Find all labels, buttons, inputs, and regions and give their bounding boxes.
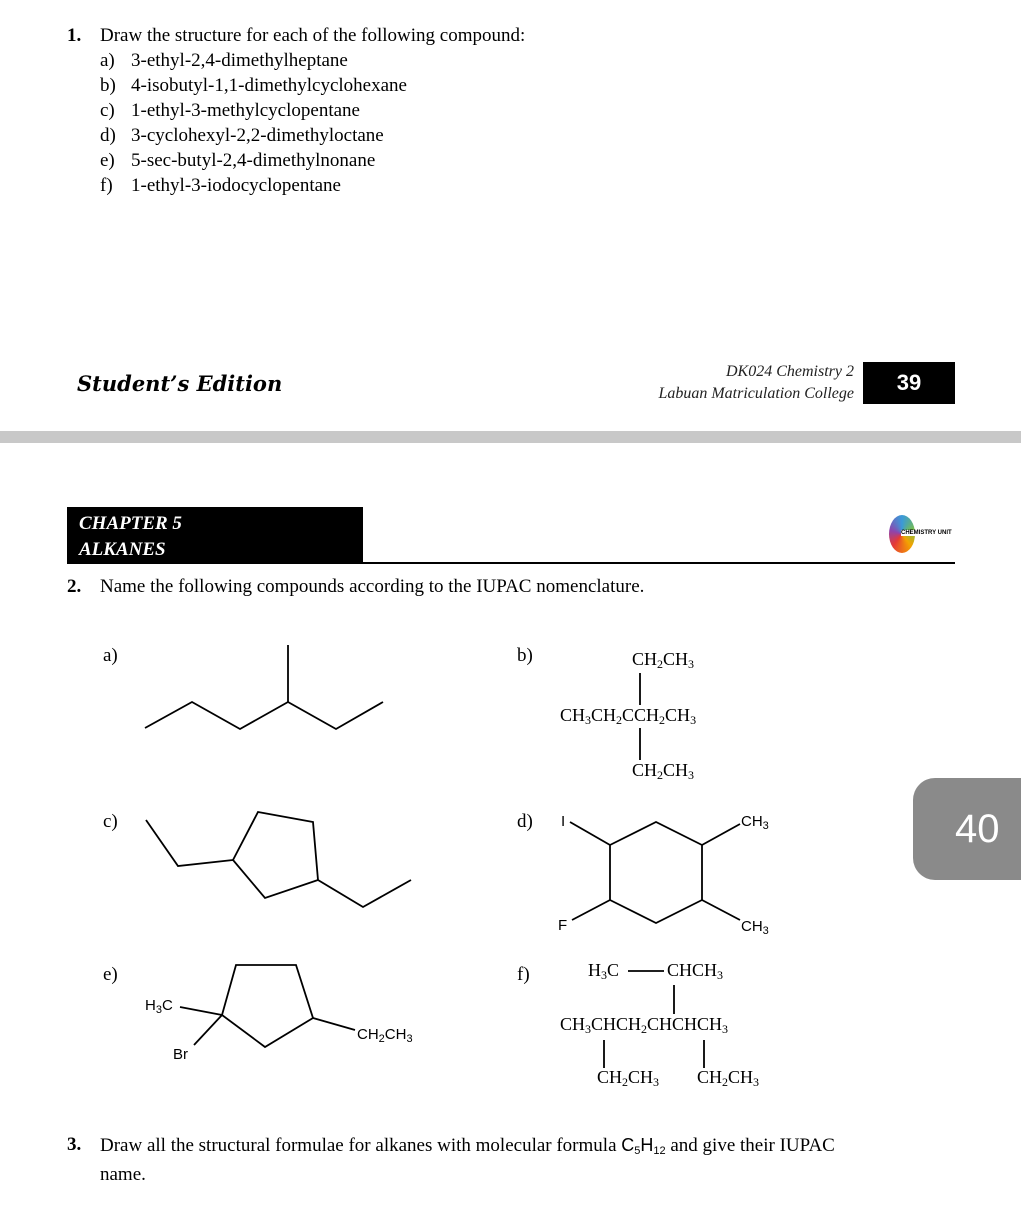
label-d: d) [517,811,533,832]
course-name: DK024 Chemistry 2 [726,363,854,380]
q1-item-label: a) [100,50,115,71]
f-right-ethyl: $CH_2CH_3$ [697,1067,760,1089]
d-fluorine: F [558,917,568,934]
f-main: $CH_3CHCH_2CHCHCH_3$ [560,1014,729,1036]
q1-item: 3-cyclohexyl-2,2-dimethyloctane [131,125,384,146]
e-ethyl: $CH_2CH_3$ [357,1026,413,1045]
e-h3c: $H_3C$ [145,997,173,1016]
f-left-ethyl: $CH_2CH_3$ [597,1067,660,1089]
f-chch3: $CHCH_3$ [667,960,724,982]
q1-item: 5-sec-butyl-2,4-dimethylnonane [131,150,376,171]
ring-d [610,822,702,923]
chapter-number: CHAPTER 5 [79,513,182,534]
q3-text: Draw all the structural formulae for alkanes with molecular formula $C_5H_{12}$ and give their IUPAC [100,1135,835,1157]
q1-item-label: e) [100,150,115,171]
label-a: a) [103,645,118,666]
b-top: $CH_2CH_3$ [632,649,695,671]
q3-formula: $C_5H_{12}$ [621,1135,666,1157]
q3-text-line2: name. [100,1164,146,1185]
ring-c [233,812,318,898]
edition-label: Student’s Edition [77,371,283,396]
q1-item-label: d) [100,125,116,146]
q2-text: Name the following compounds according to the IUPAC nomenclature. [100,576,645,597]
q2-number: 2. [67,576,82,597]
label-e: e) [103,964,118,985]
q1-item: 3-ethyl-2,4-dimethylheptane [131,50,348,71]
ring-e [222,965,313,1047]
b-bottom: $CH_2CH_3$ [632,760,695,782]
q1-number: 1. [67,25,82,46]
q1-item: 1-ethyl-3-iodocyclopentane [131,175,341,196]
page-tab: 40 [913,778,1021,880]
d-iodine: I [561,813,566,830]
chemistry-unit-logo: CHEMISTRY UNIT [887,513,949,555]
college-name: Labuan Matriculation College [658,385,854,402]
e-bromine: Br [173,1046,188,1063]
q1-item-label: b) [100,75,116,96]
label-c: c) [103,811,118,832]
q1-item-label: f) [100,175,113,196]
q3-number: 3. [67,1134,82,1155]
q1-item: 4-isobutyl-1,1-dimethylcyclohexane [131,75,407,96]
skeleton-a [145,702,383,729]
d-ch3-bottom: $CH_3$ [741,918,769,937]
label-f: f) [517,964,530,985]
q1-item: 1-ethyl-3-methylcyclopentane [131,100,360,121]
label-b: b) [517,645,533,666]
q1-text: Draw the structure for each of the following compound: [100,25,526,46]
q1-item-label: c) [100,100,115,121]
b-main: $CH_3CH_2CCH_2CH_3$ [560,705,697,727]
chapter-title: ALKANES [79,539,166,560]
f-h3c: $H_3C$ [588,960,620,982]
d-ch3-top: $CH_3$ [741,813,769,832]
page-number: 39 [863,362,955,404]
